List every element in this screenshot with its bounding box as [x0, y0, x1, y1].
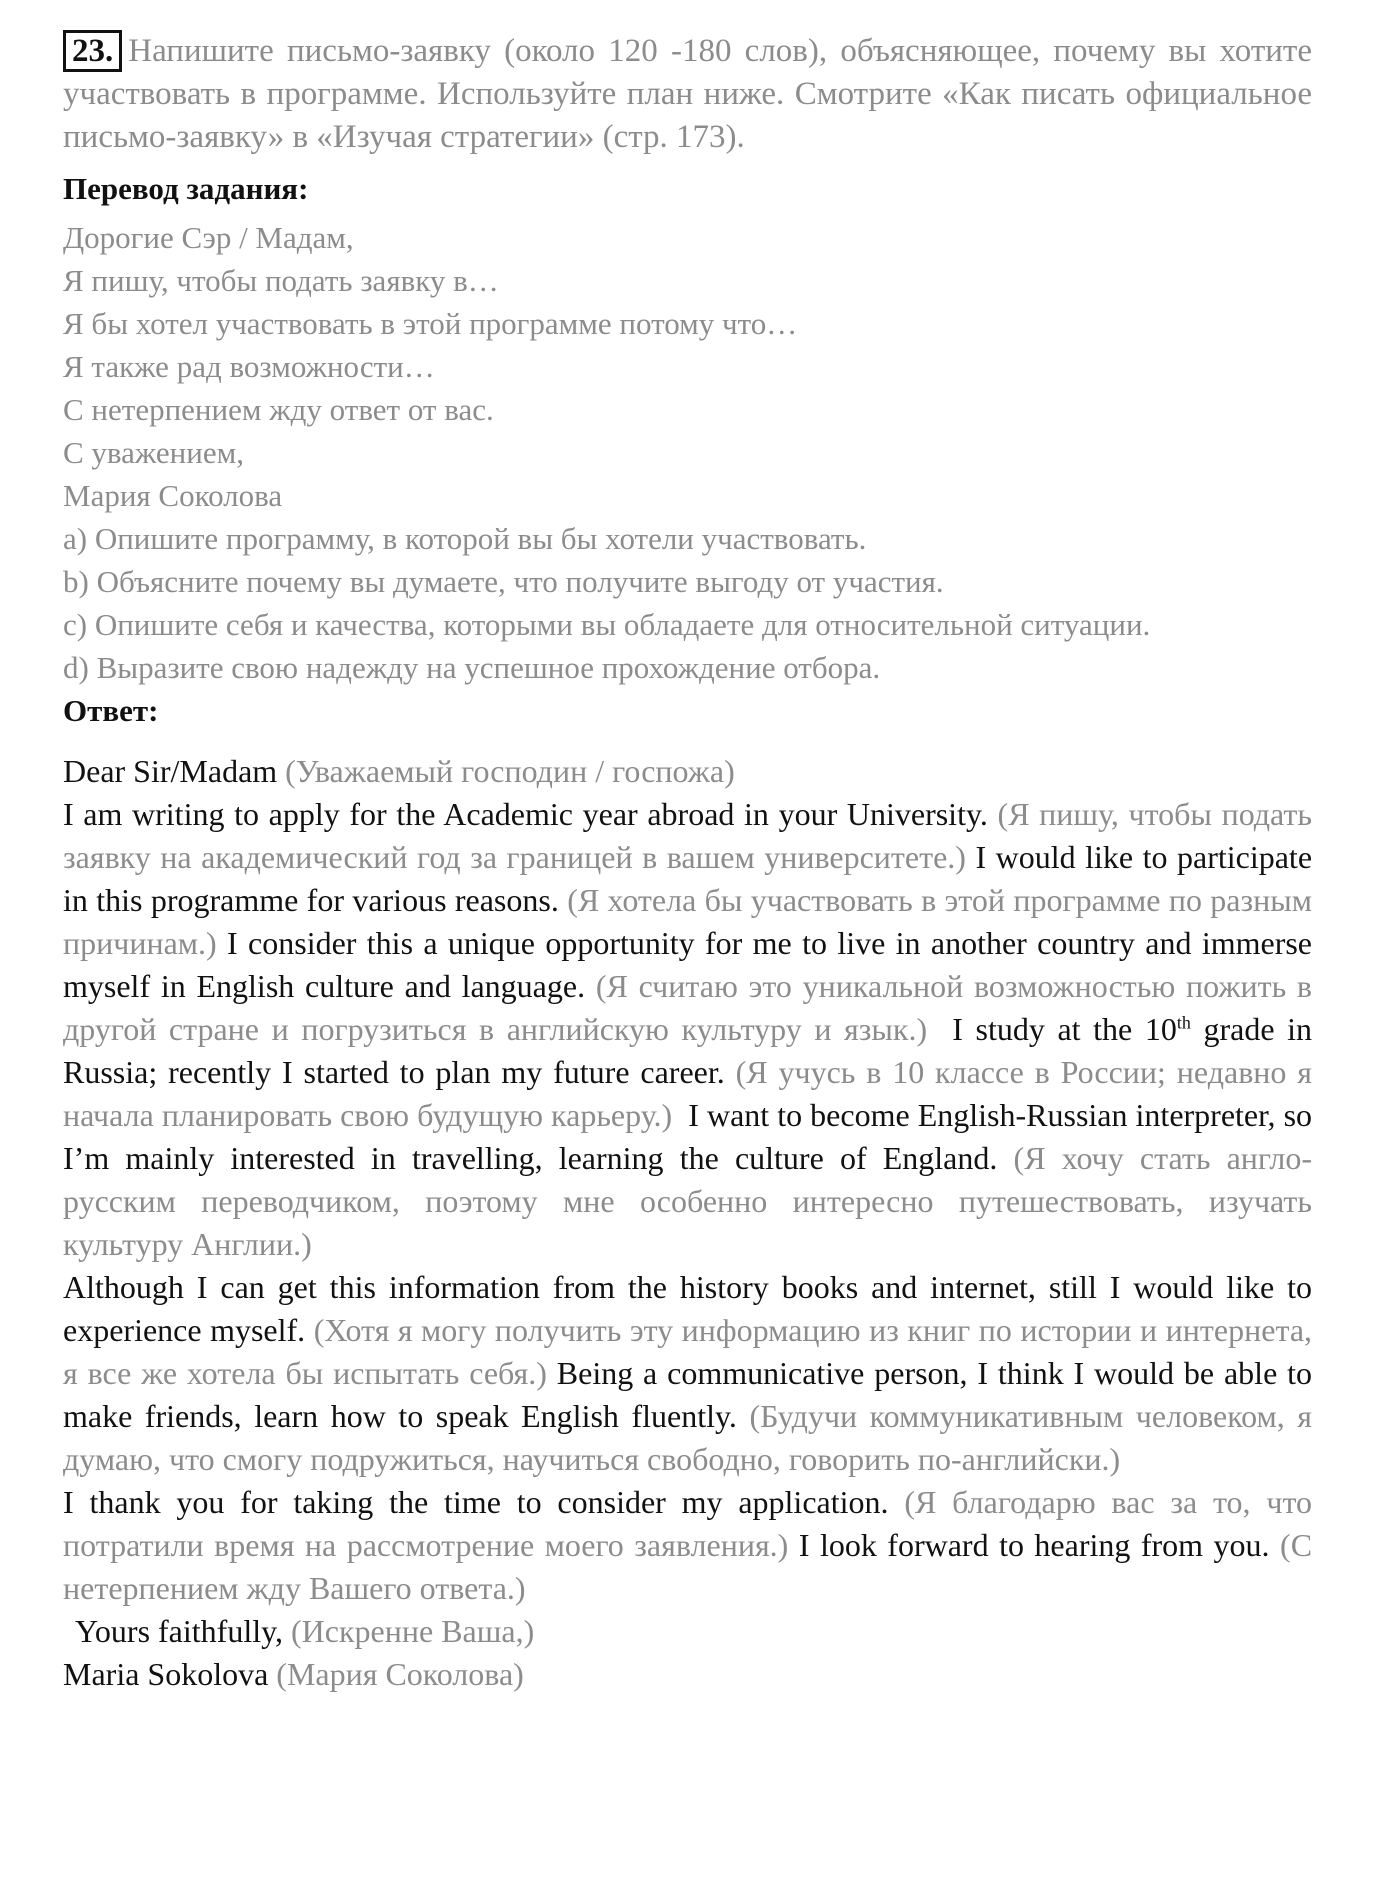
- ordinal-suffix: th: [1176, 1012, 1191, 1033]
- greeting-en: Dear Sir/Madam: [63, 753, 278, 789]
- page-content: [63, 30, 1312, 1696]
- answer-ru-text: (С нетерпением жду Вашего ответа.): [63, 1527, 1313, 1606]
- answer-en-text: I thank you for taking the time to consider my application.: [63, 1484, 889, 1520]
- answer-en-text: I am writing to apply for the Academic year abroad in your University.: [63, 796, 988, 832]
- answer-greeting: [63, 750, 1312, 793]
- signature-en: Maria Sokolova: [63, 1656, 269, 1692]
- translation-heading: Перевод задания:: [63, 171, 309, 206]
- translation-line: Мария Соколова: [63, 478, 283, 513]
- answer-en-text: I would like to participate in this programme for various reasons.: [63, 839, 1313, 918]
- translation-line: Я пишу, чтобы подать заявку в…: [63, 263, 499, 298]
- answer-ru-text: (Я хочу стать англо-русским переводчиком, поэтому мне особенно интересно путешествовать, изучать культуру Англии.): [63, 1140, 1313, 1262]
- answer-signature: [63, 1653, 1312, 1696]
- answer-en-text: grade in Russia; recently I started to plan my future career.: [63, 1011, 1313, 1090]
- plan-item: a) Опишите программу, в которой вы бы хотели участвовать.: [63, 521, 867, 556]
- answer-ru-text: (Хотя я могу получить эту информацию из книг по истории и интернета, я все же хотела бы испытать себя.): [63, 1312, 1313, 1391]
- answer-ru-text: (Я хотела бы участвовать в этой программе по разным причинам.): [63, 882, 1313, 961]
- answer-en-text: I want to become English-Russian interpreter, so I’m mainly interested in travelling, learning the culture of England.: [63, 1097, 1313, 1176]
- answer-paragraph-2: [63, 1266, 1312, 1481]
- answer-en-text: I look forward to hearing from you.: [798, 1527, 1270, 1563]
- plan-item: d) Выразите свою надежду на успешное прохождение отбора.: [63, 650, 881, 685]
- translation-line: С уважением,: [63, 435, 244, 470]
- plan-item: b) Объясните почему вы думаете, что получите выгоду от участия.: [63, 564, 944, 599]
- answer-en-text: I consider this a unique opportunity for me to live in another country and immerse myself in English culture and language.: [63, 925, 1313, 1004]
- answer-ru-text: (Я пишу, чтобы подать заявку на академический год за границей в вашем университете.): [63, 796, 1313, 875]
- translation-line: Я также рад возможности…: [63, 349, 435, 384]
- task-text: Напишите письмо-заявку (около 120 -180 слов), объясняющее, почему вы хотите участвовать в программе. Используйте план ниже. Смотрите «Как писать официальное письмо-заявку» в «Изучая стратегии» (стр. 173).: [63, 33, 1312, 155]
- answer-paragraph-3: [63, 1481, 1312, 1610]
- answer-en-text: Although I can get this information from the history books and internet, still I would like to experience myself.: [63, 1269, 1312, 1348]
- answer-closing: [63, 1610, 1312, 1653]
- answer-ru-text: (Я учусь в 10 классе в России; недавно я начала планировать свою будущую карьеру.): [63, 1054, 1312, 1133]
- translation-line: Дорогие Сэр / Мадам,: [63, 220, 354, 255]
- closing-en: Yours faithfully,: [75, 1613, 284, 1649]
- task-instruction: [63, 30, 1312, 159]
- translation-line: С нетерпением жду ответ от вас.: [63, 392, 494, 427]
- answer-ru-text: (Я благодарю вас за то, что потратили время на рассмотрение моего заявления.): [63, 1484, 1313, 1563]
- greeting-ru: (Уважаемый господин / госпожа): [285, 753, 735, 789]
- answer-en-text: Being a communicative person, I think I would be able to make friends, learn how to speak English fluently.: [63, 1355, 1313, 1434]
- plan-item: c) Опишите себя и качества, которыми вы обладаете для относительной ситуации.: [63, 607, 1151, 642]
- closing-ru: (Искренне Ваша,): [291, 1613, 535, 1649]
- translation-line: Я бы хотел участвовать в этой программе потому что…: [63, 306, 798, 341]
- answer-en-text: I study at the 10: [952, 1011, 1177, 1047]
- answer-paragraph-1: [63, 793, 1312, 1266]
- answer-ru-text: (Я считаю это уникальной возможностью пожить в другой стране и погрузиться в английскую культуру и язык.): [63, 968, 1313, 1047]
- answer-heading: Ответ:: [63, 693, 159, 728]
- answer-ru-text: (Будучи коммуникативным человеком, я думаю, что смогу подружиться, научиться свободно, говорить по-английски.): [63, 1398, 1313, 1477]
- task-number: 23.: [63, 30, 122, 72]
- signature-ru: (Мария Соколова): [276, 1656, 524, 1692]
